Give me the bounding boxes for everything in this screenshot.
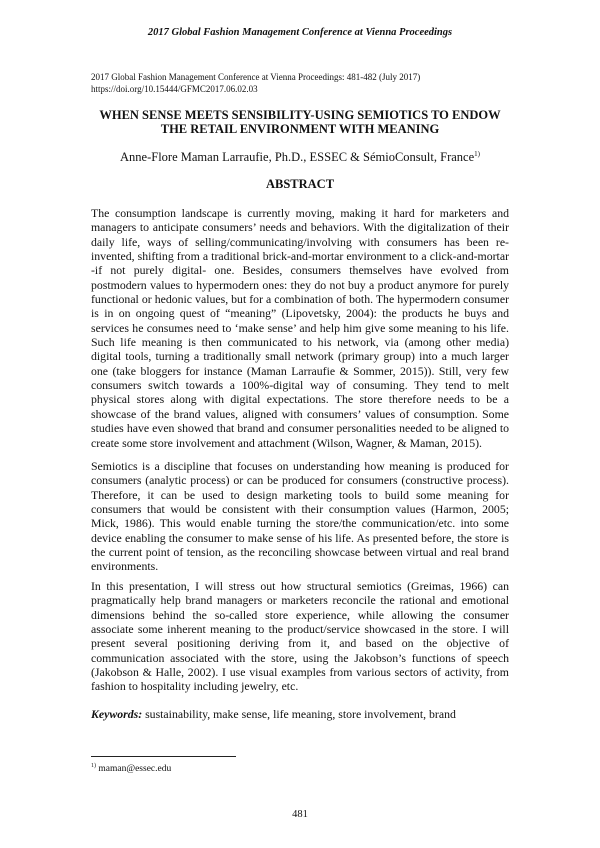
- keywords-line: [91, 707, 509, 721]
- author-footnote-mark: 1): [474, 150, 480, 158]
- citation-line: 2017 Global Fashion Management Conference at Vienna Proceedings: 481-482 (July 2017): [91, 72, 421, 82]
- citation-block: [91, 71, 420, 95]
- abstract-heading: ABSTRACT: [265, 177, 335, 191]
- abstract-paragraph-2: Semiotics is a discipline that focuses on understanding how meaning is produced for consumers (analytic process) or can be produced for consumers (constructive process). Therefore, it can be used to design marketing tools to build some meaning for consumers that would be consistent with their consumption values (Harmon, 2005; Mick, 1986). This would enable turning the store/the communication/etc. into some device enabling the consumer to make sense of his life. As presented before, the store is the current point of tension, as the reconciling showcase between virtual and real brand environments.: [91, 459, 509, 574]
- page-number: 481: [292, 809, 308, 820]
- author-line: [0, 150, 600, 165]
- abstract-paragraph-3: In this presentation, I will stress out how structural semiotics (Greimas, 1966) can pragmatically help brand managers or marketers reconcile the rational and emotional dimensions behind the so-called store experience, while allowing the consumer associate some inherent meaning to the product/service showcased in the store. I will present several positioning deriving from it, and based on the objective of communication associated with the store, using the Jakobson’s functions of speech (Jakobson & Halle, 2002). I use visual examples from various sectors of activity, from fashion to hospitality including jewelry, etc.: [91, 579, 509, 694]
- keywords-text: sustainability, make sense, life meaning, store involvement, brand: [145, 707, 456, 721]
- doi-line: https://doi.org/10.15444/GFMC2017.06.02.03: [91, 84, 258, 94]
- keywords-label: Keywords:: [91, 707, 143, 721]
- abstract-paragraph-1: The consumption landscape is currently moving, making it hard for marketers and managers to anticipate consumers’ needs and behaviors. With the digitalization of their daily life, ways of selling/communicating/involving with consumers has been re-invented, shifting from a traditional brick-and-mortar environment to a click-and-mortar -if not purely digital- one. Besides, consumers themselves have evolved from postmodern values to hypermodern ones: they do not buy a product anymore for purely functional or hedonic values, but for a combination of both. The hypermodern consumer is in on ongoing quest of “meaning” (Lipovetsky, 2004): the products he buys and services he consumes need to ‘make sense’ and help him give some meaning to his life. Such life meaning is then communicated to his network, via (among other media) digital tools, turning a traditionally small network (primary group) into a much larger one (take bloggers for instance (Maman Larraufie & Sommer, 2015)). Still, very few consumers switch towards a 100%-digital way of consuming. They tend to melt physical stores along with digital expectations. The store therefore needs to be a showcase of the brand values, aligned with consumers’ values of consumption. Some studies have even showed that brand and consumer personalities needed to be aligned to create some store involvement and attachment (Wilson, Wagner, & Maman, 2015).: [91, 206, 509, 450]
- footnote-email: maman@essec.edu: [98, 764, 172, 775]
- footnote-mark: 1): [91, 763, 96, 769]
- footnote: [91, 763, 171, 774]
- author-text: Anne-Flore Maman Larraufie, Ph.D., ESSEC & SémioConsult, France: [120, 150, 475, 165]
- paper-title: WHEN SENSE MEETS SENSIBILITY-USING SEMIOTICS TO ENDOW THE RETAIL ENVIRONMENT WITH MEANING: [99, 108, 501, 136]
- running-head: 2017 Global Fashion Management Conference at Vienna Proceedings: [147, 27, 453, 38]
- footnote-divider: [91, 756, 236, 757]
